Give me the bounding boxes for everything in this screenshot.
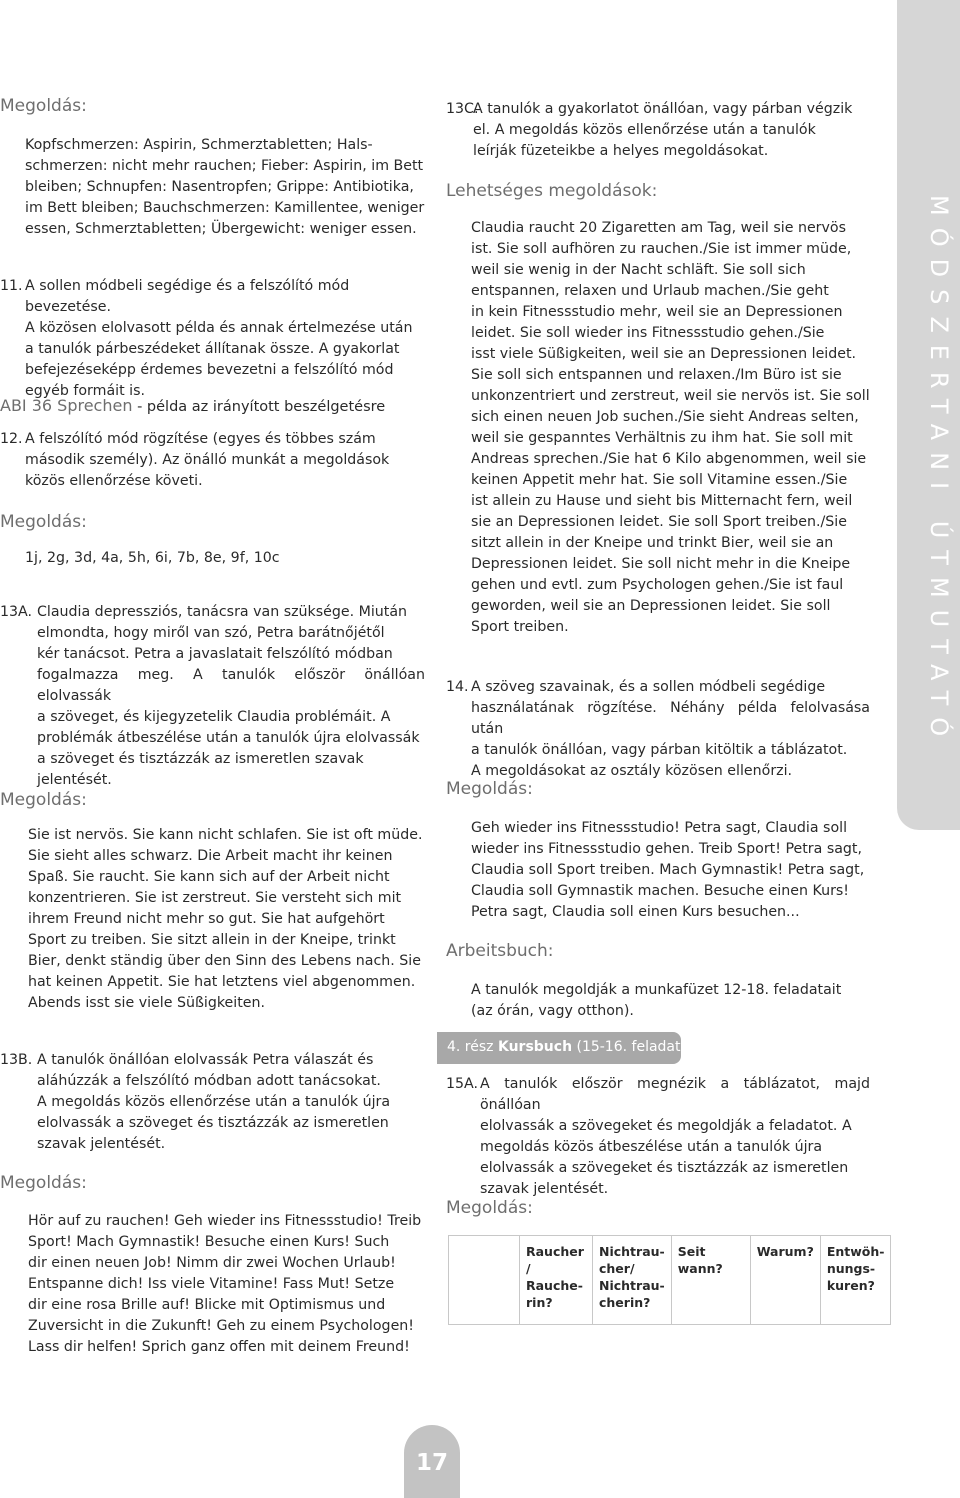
text-line: weil sie gespanntes Verhältnis zu ihm hat. Sie soll mit	[471, 430, 853, 446]
text-line: a tanulók önállóan, vagy párban kitöltik a táblázatot.	[471, 742, 848, 758]
text-line: problémák átbeszélése után a tanulók újra elolvassák	[37, 730, 420, 746]
text-line: hat keinen Appetit. Sie hat letztens viel abgenommen.	[28, 974, 416, 990]
item-number: 13C.	[446, 101, 479, 117]
item-11	[0, 276, 425, 402]
item-number: 15A.	[446, 1076, 479, 1092]
megoldas-answer-2: 1j, 2g, 3d, 4a, 5h, 6i, 7b, 8e, 9f, 10c	[25, 550, 280, 566]
sidebar-title: MÓDSZERTANI ÚTMUTATÓ	[925, 195, 953, 749]
text-line: Sport treiben.	[471, 619, 569, 635]
arbeitsbuch-text	[471, 980, 870, 1022]
table-header-cell: Warum?	[750, 1236, 820, 1325]
text-line: Claudia soll Gymnastik machen. Besuche einen Kurs!	[471, 883, 849, 899]
text-line: schmerzen: nicht mehr rauchen; Fieber: Aspirin, im Bett	[25, 158, 424, 174]
abi-title: ABI 36 Sprechen	[0, 396, 133, 415]
text-line: Lass dir helfen! Sprich ganz offen mit deinem Freund!	[28, 1339, 410, 1355]
table-header-cell: Entwöh-nungs-kuren?	[820, 1236, 891, 1325]
text-line: ihrem Freund nicht mehr so gut. Sie hat aufgehört	[28, 911, 385, 927]
text-line: megoldás közös átbeszélése után a tanulók újra	[480, 1139, 823, 1155]
text-line: Entspanne dich! Iss viele Vitamine! Fass Mut! Setze	[28, 1276, 395, 1292]
text-line: A tanulók először megnézik a táblázatot, majd önállóan	[480, 1076, 870, 1113]
text-line: A szöveg szavainak, és a sollen módbeli segédige	[471, 679, 826, 695]
megoldas-text-4	[28, 1211, 425, 1358]
text-line: Sie ist nervös. Sie kann nicht schlafen. Sie ist oft müde.	[28, 827, 423, 843]
text-line: weil sie wenig in der Nacht schläft. Sie soll sich	[471, 262, 806, 278]
item-number: 13B.	[0, 1052, 33, 1068]
item-13a	[0, 602, 425, 791]
table-header-cell: Seit wann?	[671, 1236, 750, 1325]
text-line: unkonzentriert und zerstreut, weil sie nervös ist. Sie soll	[471, 388, 870, 404]
text-line: Spaß. Sie raucht. Sie kann sich auf der Arbeit nicht	[28, 869, 390, 885]
megoldas-label-1: Megoldás:	[0, 96, 87, 116]
text-line: A tanulók a gyakorlatot önállóan, vagy párban végzik	[473, 101, 853, 117]
banner-prefix: 4. rész	[447, 1039, 498, 1055]
text-line: isst viele Süßigkeiten, weil sie an Depressionen leidet.	[471, 346, 857, 362]
text-line: Claudia raucht 20 Zigaretten am Tag, weil sie nervös	[471, 220, 846, 236]
text-line: ist allein zu Hause und sieht bis Mitternacht fern, weil	[471, 493, 853, 509]
item-number: 11.	[0, 278, 23, 294]
text-line: Bier, denkt ständig über den Sinn des Lebens nach. Sie	[28, 953, 421, 969]
text-line: használatának rögzítése. Néhány példa felolvasása után	[471, 700, 870, 737]
lehetseges-text	[471, 218, 870, 638]
text-line: a szöveget, és kijegyzetelik Claudia problémáit. A	[37, 709, 391, 725]
text-line: dir einen neuen Job! Nimm dir zwei Wochen Urlaub!	[28, 1255, 396, 1271]
text-line: A sollen módbeli segédige és a felszólító mód bevezetése.	[25, 278, 350, 315]
text-line: keinen Appetit mehr hat. Sie soll Vitamine essen./Sie	[471, 472, 848, 488]
megoldas-label-3: Megoldás:	[0, 790, 87, 810]
arbeitsbuch-label: Arbeitsbuch:	[446, 941, 554, 961]
text-line: entspannen, relaxen und Urlaub machen./Sie geht	[471, 283, 829, 299]
text-line: kér tanácsot. Petra a javaslatait felszólító módban	[37, 646, 393, 662]
abi-subtitle: - példa az irányított beszélgetésre	[132, 399, 386, 415]
text-line: szavak jelentését.	[37, 1136, 166, 1152]
text-line: in kein Fitnessstudio mehr, weil sie an Depressionen	[471, 304, 843, 320]
text-line: gehen und evtl. zum Psychologen gehen./Sie ist faul	[471, 577, 844, 593]
item-14	[446, 677, 870, 782]
table-header-row	[449, 1236, 891, 1325]
text-line: a tanulók párbeszédeket állítanak össze. A gyakorlat	[25, 341, 400, 357]
abi-heading	[0, 396, 385, 415]
text-line: Sport! Mach Gymnastik! Besuche einen Kurs! Such	[28, 1234, 390, 1250]
text-line: leírják füzeteikbe a helyes megoldásokat.	[473, 143, 769, 159]
megoldas-text-1	[25, 135, 425, 240]
text-line: essen, Schmerztabletten; Übergewicht: weniger essen.	[25, 221, 417, 237]
text-line: Geh wieder ins Fitnessstudio! Petra sagt, Claudia soll	[471, 820, 848, 836]
text-line: jelentését.	[37, 772, 112, 788]
text-line: Claudia soll Sport treiben. Mach Gymnastik! Petra sagt,	[471, 862, 865, 878]
text-line: A tanulók önállóan elolvassák Petra válaszát és	[37, 1052, 374, 1068]
item-15a	[446, 1074, 870, 1200]
text-line: el. A megoldás közös ellenőrzése után a tanulók	[473, 122, 816, 138]
item-13b	[0, 1050, 425, 1155]
text-line: Hör auf zu rauchen! Geh wieder ins Fitnessstudio! Treib	[28, 1213, 422, 1229]
item-number: 12.	[0, 431, 23, 447]
banner-bold: Kursbuch	[497, 1039, 573, 1055]
text-line: Andreas sprechen./Sie hat 6 Kilo abgenommen, weil sie	[471, 451, 867, 467]
text-line: Abends isst sie viele Süßigkeiten.	[28, 995, 266, 1011]
text-line: A felszólító mód rögzítése (egyes és többes szám	[25, 431, 376, 447]
text-line: szavak jelentését.	[480, 1181, 609, 1197]
text-line: a szöveget és tisztázzák az ismeretlen szavak	[37, 751, 364, 767]
text-line: második személy). Az önálló munkát a megoldások	[25, 452, 390, 468]
answer-table	[448, 1235, 891, 1325]
text-line: Sie sieht alles schwarz. Die Arbeit macht ihr keinen	[28, 848, 393, 864]
item-13c	[446, 99, 870, 162]
megoldas-label-2: Megoldás:	[0, 512, 87, 532]
text-line: sie an Depressionen leidet. Sie soll Sport treiben./Sie	[471, 514, 847, 530]
text-line: wieder ins Fitnessstudio gehen. Treib Sport! Petra sagt,	[471, 841, 862, 857]
item-number: 14.	[446, 679, 469, 695]
megoldas-label-5: Megoldás:	[446, 779, 533, 799]
text-line: közös ellenőrzése követi.	[25, 473, 203, 489]
text-line: A megoldásokat az osztály közösen ellenőrzi.	[471, 763, 793, 779]
text-line: befejezéseképp érdemes bevezetni a felszólító mód	[25, 362, 394, 378]
megoldas-label-6: Megoldás:	[446, 1198, 533, 1218]
item-number: 13A.	[0, 604, 33, 620]
text-line: elolvassák a szövegeket és tisztázzák az ismeretlen	[480, 1160, 849, 1176]
text-line: aláhúzzák a felszólító módban adott tanácsokat.	[37, 1073, 381, 1089]
text-line: (az órán, vagy otthon).	[471, 1003, 634, 1019]
megoldas-label-4: Megoldás:	[0, 1173, 87, 1193]
table-header-cell: Nichtrau-cher/ Nichtrau-cherin?	[593, 1236, 672, 1325]
text-line: leidet. Sie soll wieder ins Fitnessstudio gehen./Sie	[471, 325, 825, 341]
table-header-cell	[449, 1236, 520, 1325]
text-line: Kopfschmerzen: Aspirin, Schmerztabletten; Hals-	[25, 137, 373, 153]
megoldas-text-3	[28, 825, 425, 1014]
text-line: dir eine rosa Brille auf! Blicke mit Optimismus und	[28, 1297, 386, 1313]
text-line: elmondta, hogy miről van szó, Petra barátnőjétől	[37, 625, 385, 641]
text-line: ist. Sie soll aufhören zu rauchen./Sie ist immer müde,	[471, 241, 852, 257]
table-header-cell: Raucher / Rauche-rin?	[520, 1236, 593, 1325]
text-line: elolvassák a szöveget és tisztázzák az ismeretlen	[37, 1115, 389, 1131]
text-line: A tanulók megoldják a munkafüzet 12-18. feladatait	[471, 982, 842, 998]
megoldas-text-5	[471, 818, 870, 923]
text-line: Petra sagt, Claudia soll einen Kurs besuchen...	[471, 904, 800, 920]
text-line: elolvassák a szövegeket és megoldják a feladatot. A	[480, 1118, 852, 1134]
banner-suffix: (15-16. feladat)	[572, 1039, 686, 1055]
text-line: Zuversicht in die Zukunft! Geh zu einem Psychologen!	[28, 1318, 414, 1334]
section-banner-title	[447, 1039, 686, 1055]
text-line: A megoldás közös ellenőrzése után a tanulók újra	[37, 1094, 391, 1110]
text-line: egyéb formáit is.	[25, 383, 146, 399]
lehetseges-label: Lehetséges megoldások:	[446, 181, 658, 201]
text-line: bleiben; Schnupfen: Nasentropfen; Grippe: Antibiotika,	[25, 179, 414, 195]
text-line: Depressionen leidet. Sie soll nicht mehr in die Kneipe	[471, 556, 851, 572]
text-line: im Bett bleiben; Bauchschmerzen: Kamillentee, weniger	[25, 200, 425, 216]
text-line: konzentrieren. Sie ist zerstreut. Sie versteht sich mit	[28, 890, 402, 906]
text-line: Claudia depressziós, tanácsra van szüksége. Miután	[37, 604, 408, 620]
text-line: geworden, weil sie an Depressionen leidet. Sie soll	[471, 598, 831, 614]
text-line: Sie soll sich entspannen und relaxen./Im Büro ist sie	[471, 367, 842, 383]
text-line: fogalmazza meg. A tanulók először önállóan elolvassák	[37, 667, 425, 704]
text-line: A közösen elolvasott példa és annak értelmezése után	[25, 320, 413, 336]
text-line: sitzt allein in der Kneipe und trinkt Bier, weil sie an	[471, 535, 834, 551]
text-line: Sport zu treiben. Sie sitzt allein in der Kneipe, trinkt	[28, 932, 396, 948]
page-number: 17	[415, 1450, 448, 1476]
text-line: sich einen neuen Job suchen./Sie sieht Andreas selten,	[471, 409, 859, 425]
item-12	[0, 429, 425, 492]
